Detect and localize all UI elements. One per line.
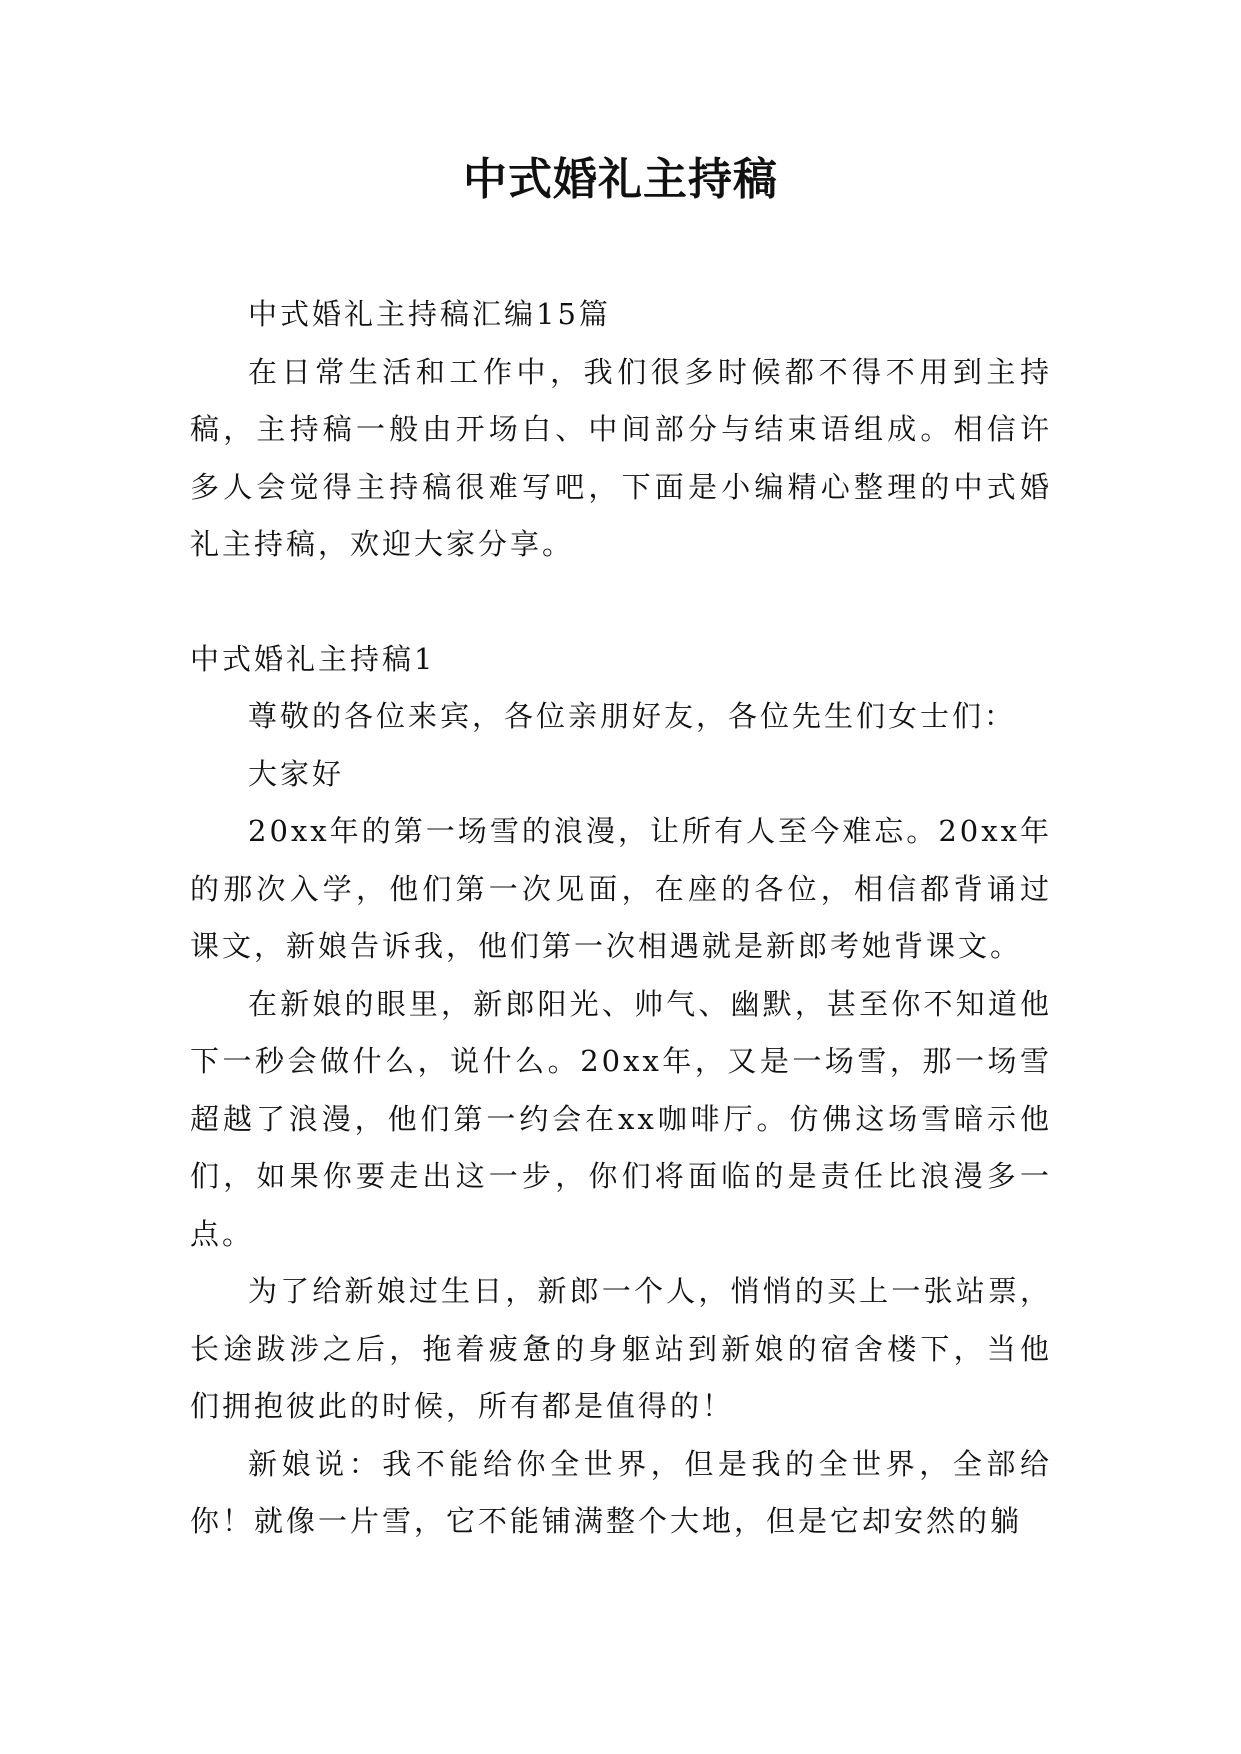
document-subtitle: 中式婚礼主持稿汇编15篇 [248,297,611,331]
body-paragraph-first-snow: 20xx年的第一场雪的浪漫，让所有人至今难忘。20xx年的那次入学，他们第一次见面，在座的各位，相信都背诵过课文，新娘告诉我，他们第一次相遇就是新郎考她背课文。 [190,814,1052,963]
document-title: 中式婚礼主持稿 [463,154,778,205]
body-paragraph-greeting: 尊敬的各位来宾，各位亲朋好友，各位先生们女士们： [248,699,1017,733]
body-paragraph-birthday: 为了给新娘过生日，新郎一个人，悄悄的买上一张站票，长途跋涉之后，拖着疲惫的身躯站到新娘的宿舍楼下，当他们拥抱彼此的时候，所有都是值得的！ [190,1274,1052,1423]
section-spacer [190,574,1052,631]
intro-paragraph: 在日常生活和工作中，我们很多时候都不得不用到主持稿，主持稿一般由开场白、中间部分与结束语组成。相信许多人会觉得主持稿很难写吧，下面是小编精心整理的中式婚礼主持稿，欢迎大家分享。 [190,354,1052,561]
document-body [190,286,1052,1551]
section-heading: 中式婚礼主持稿1 [190,641,436,676]
body-paragraph-bride-said: 新娘说：我不能给你全世界，但是我的全世界，全部给你！就像一片雪，它不能铺满整个大地，但是它却安然的躺 [190,1446,1052,1538]
body-paragraph-hello: 大家好 [248,756,345,791]
body-paragraph-groom-description: 在新娘的眼里，新郎阳光、帅气、幽默，甚至你不知道他下一秒会做什么，说什么。20xx年，又是一场雪，那一场雪超越了浪漫，他们第一约会在xx咖啡厅。仿佛这场雪暗示他们，如果你要走出这一步，你们将面临的是责任比浪漫多一点。 [190,986,1052,1251]
